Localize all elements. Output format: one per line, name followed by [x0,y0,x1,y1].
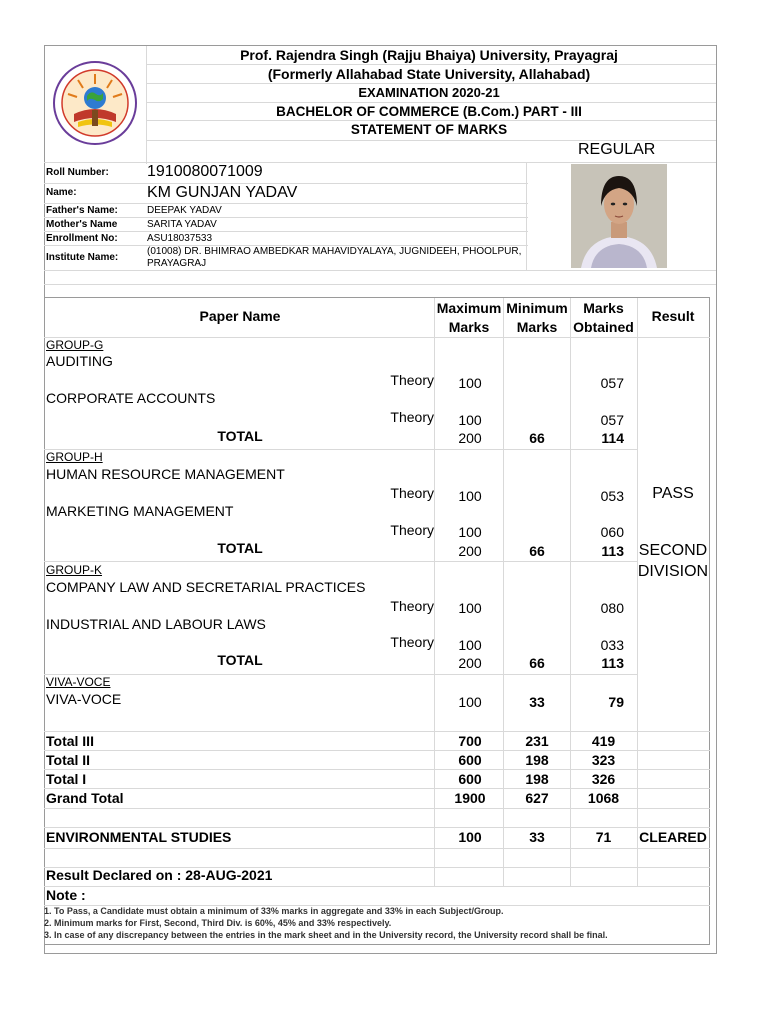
enroll-label: Enrollment No: [46,233,118,244]
paper-max: 100 [458,412,482,428]
mother-name: SARITA YADAV [147,219,217,230]
former-name: (Formerly Allahabad State University, Allahabad) [267,66,591,82]
group-label: GROUP-H [46,450,103,464]
statement-title: STATEMENT OF MARKS [350,122,508,137]
note-item: 2. Minimum marks for First, Second, Third Div. is 60%, 45% and 33% respectively. [44,918,392,928]
result-declared: Result Declared on : 28-AUG-2021 [46,867,273,883]
paper-obtained: 057 [600,412,624,428]
result-division-line2: DIVISION [637,563,709,580]
paper-obtained: 060 [600,524,624,540]
university-logo [52,60,138,146]
group-total-min: 66 [529,543,545,559]
paper-name: HUMAN RESOURCE MANAGEMENT [46,466,285,482]
enrollment-number: ASU18037533 [147,233,213,244]
group-label: GROUP-K [46,563,103,577]
group-total-max: 200 [458,430,482,446]
father-label: Father's Name: [46,205,118,216]
group-label: GROUP-G [46,338,104,352]
paper-name: AUDITING [46,353,113,369]
grand-total-max: 1900 [454,790,486,806]
total-max: 600 [458,752,482,768]
col-obt-1: Marks [583,300,624,316]
viva-name: VIVA-VOCE [46,691,122,707]
col-result: Result [651,308,695,324]
group-total-label: TOTAL [217,652,263,668]
total-obtained: 419 [591,733,616,749]
paper-name: MARKETING MANAGEMENT [46,503,234,519]
examination-title: EXAMINATION 2020-21 [358,85,500,100]
paper-type: Theory [390,409,434,425]
group-total-obtained: 113 [601,655,624,671]
viva-max: 100 [458,694,482,710]
paper-name: COMPANY LAW AND SECRETARIAL PRACTICES [46,579,366,595]
paper-name: INDUSTRIAL AND LABOUR LAWS [46,616,266,632]
paper-type: Theory [390,372,434,388]
paper-obtained: 057 [600,375,624,391]
father-name: DEEPAK YADAV [147,205,222,216]
total-obtained: 323 [591,752,616,768]
env-min: 33 [529,829,545,845]
mother-label: Mother's Name [46,219,118,230]
col-max-1: Maximum [436,300,502,316]
paper-obtained: 033 [600,637,624,653]
total-max: 600 [458,771,482,787]
result-division: SECOND [638,542,708,559]
note-item: 1. To Pass, a Candidate must obtain a minimum of 33% marks in aggregate and 33% in each Subject/Group. [44,906,504,916]
total-min: 198 [525,752,549,768]
student-name: KM GUNJAN YADAV [147,184,298,201]
note-title: Note : [46,887,86,903]
paper-type: Theory [390,598,434,614]
total-label: Total I [46,771,87,787]
institute-label: Institute Name: [46,252,119,263]
viva-group-label: VIVA-VOCE [46,675,111,689]
paper-max: 100 [458,488,482,504]
group-total-min: 66 [529,655,545,671]
paper-type: Theory [390,522,434,538]
group-total-label: TOTAL [217,428,263,444]
viva-obtained: 79 [608,694,624,710]
col-min-1: Minimum [506,300,568,316]
note-item: 3. In case of any discrepancy between the entries in the mark sheet and in the University record, the University record shall be final. [44,930,608,940]
paper-max: 100 [458,524,482,540]
student-type: REGULAR [578,141,656,158]
total-min: 198 [525,771,549,787]
result-status: PASS [652,485,694,502]
grand-total-obtained: 1068 [587,790,620,806]
roll-label: Roll Number: [46,167,109,178]
total-label: Total III [46,733,94,749]
group-total-min: 66 [529,430,545,446]
institute-name-line2: PRAYAGRAJ [147,258,207,269]
grand-total-min: 627 [525,790,549,806]
student-photo [571,164,667,268]
institute-name: (01008) DR. BHIMRAO AMBEDKAR MAHAVIDYALAYA, JUGNIDEEH, PHOOLPUR, [147,246,522,257]
university-name: Prof. Rajendra Singh (Rajju Bhaiya) University, Prayagraj [240,47,618,63]
paper-max: 100 [458,637,482,653]
env-label: ENVIRONMENTAL STUDIES [46,829,232,845]
course-title: BACHELOR OF COMMERCE (B.Com.) PART - III [276,104,582,119]
viva-min: 33 [529,694,545,710]
roll-number: 1910080071009 [147,163,263,180]
group-total-max: 200 [458,655,482,671]
paper-max: 100 [458,375,482,391]
total-max: 700 [458,733,482,749]
col-obt-2: Obtained [573,319,634,335]
paper-type: Theory [390,634,434,650]
col-min-2: Marks [516,319,558,335]
group-total-label: TOTAL [217,540,263,556]
total-label: Total II [46,752,91,768]
name-label: Name: [46,187,77,198]
group-total-obtained: 114 [601,430,624,446]
env-max: 100 [458,829,482,845]
paper-type: Theory [390,485,434,501]
total-obtained: 326 [591,771,616,787]
total-min: 231 [525,733,549,749]
group-total-obtained: 113 [601,543,624,559]
col-max-2: Marks [448,319,490,335]
paper-name: CORPORATE ACCOUNTS [46,390,216,406]
group-total-max: 200 [458,543,482,559]
paper-obtained: 053 [600,488,624,504]
paper-max: 100 [458,600,482,616]
paper-obtained: 080 [600,600,624,616]
col-paper-name: Paper Name [199,308,281,324]
grand-total-label: Grand Total [46,790,124,806]
env-obtained: 71 [595,829,612,845]
env-result: CLEARED [639,829,707,845]
